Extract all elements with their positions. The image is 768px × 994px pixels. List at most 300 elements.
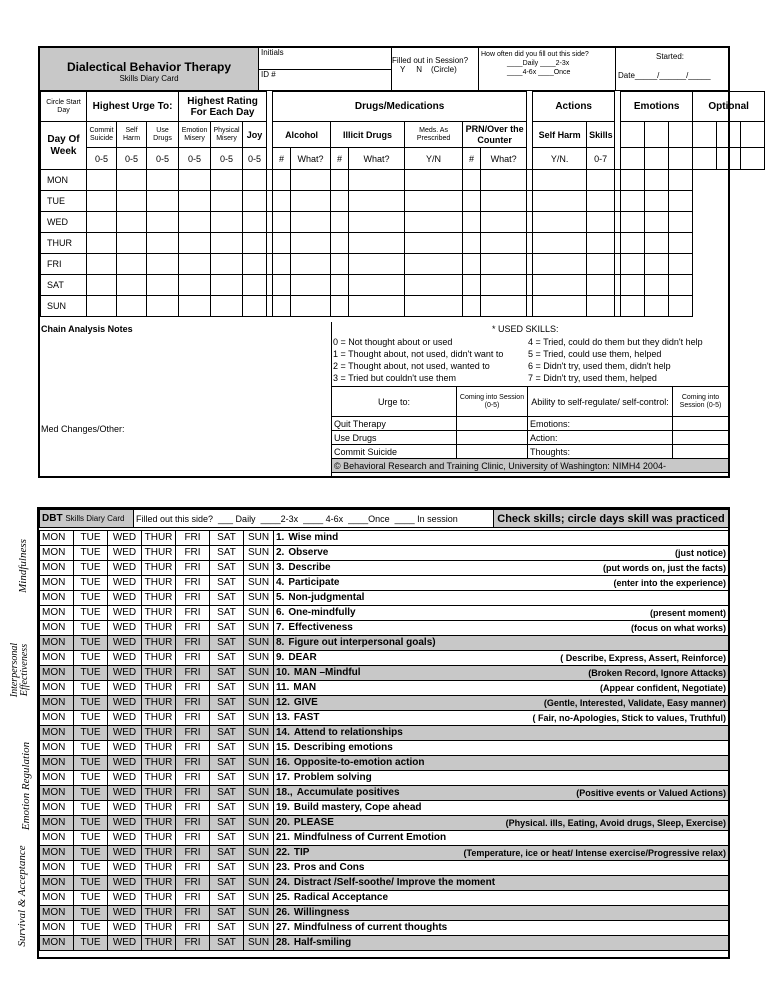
day-circle-option[interactable]: SAT	[210, 651, 244, 666]
entry-cell[interactable]	[669, 191, 693, 212]
skill-name-cell[interactable]	[274, 621, 729, 636]
day-circle-option[interactable]: MON	[40, 531, 74, 546]
entry-cell[interactable]	[481, 170, 527, 191]
day-circle-option[interactable]: SUN	[244, 621, 274, 636]
entry-cell[interactable]	[117, 275, 147, 296]
entry-cell[interactable]	[147, 233, 179, 254]
skill-name-cell[interactable]	[274, 681, 729, 696]
skill-name-cell[interactable]	[274, 591, 729, 606]
day-circle-option[interactable]: TUE	[74, 936, 108, 951]
day-circle-option[interactable]: THUR	[142, 591, 176, 606]
day-circle-option[interactable]: SAT	[210, 876, 244, 891]
entry-cell[interactable]	[349, 212, 405, 233]
entry-cell[interactable]	[533, 275, 587, 296]
entry-cell[interactable]	[211, 275, 243, 296]
day-circle-option[interactable]: FRI	[176, 561, 210, 576]
day-circle-option[interactable]: MON	[40, 576, 74, 591]
skill-name-cell[interactable]	[274, 786, 729, 801]
day-circle-option[interactable]: WED	[108, 741, 142, 756]
skill-name-cell[interactable]	[274, 891, 729, 906]
day-circle-option[interactable]: WED	[108, 861, 142, 876]
day-circle-option[interactable]: SUN	[244, 846, 274, 861]
day-circle-option[interactable]: SUN	[244, 891, 274, 906]
day-circle-option[interactable]: SAT	[210, 531, 244, 546]
entry-cell[interactable]	[621, 254, 645, 275]
skill-name-cell[interactable]	[274, 861, 729, 876]
day-circle-option[interactable]: SUN	[244, 576, 274, 591]
urge-rating-cell[interactable]	[457, 445, 528, 459]
day-circle-option[interactable]: SUN	[244, 906, 274, 921]
day-circle-option[interactable]: FRI	[176, 606, 210, 621]
entry-cell[interactable]	[117, 296, 147, 317]
how-often-option-1[interactable]: ____Daily ____2-3x	[507, 60, 570, 67]
day-circle-option[interactable]: WED	[108, 876, 142, 891]
day-circle-option[interactable]: WED	[108, 606, 142, 621]
day-circle-option[interactable]: SUN	[244, 816, 274, 831]
skill-name-cell[interactable]	[274, 846, 729, 861]
entry-cell[interactable]	[349, 275, 405, 296]
entry-cell[interactable]	[147, 254, 179, 275]
day-circle-option[interactable]: SUN	[244, 771, 274, 786]
day-circle-option[interactable]: FRI	[176, 651, 210, 666]
day-circle-option[interactable]: MON	[40, 651, 74, 666]
day-circle-option[interactable]: WED	[108, 801, 142, 816]
day-circle-option[interactable]: THUR	[142, 621, 176, 636]
med-changes-label[interactable]: Med Changes/Other:	[41, 424, 125, 434]
entry-cell[interactable]	[211, 233, 243, 254]
day-circle-option[interactable]: FRI	[176, 681, 210, 696]
day-circle-option[interactable]: TUE	[74, 606, 108, 621]
entry-cell[interactable]	[463, 212, 481, 233]
day-circle-option[interactable]: SAT	[210, 606, 244, 621]
day-circle-option[interactable]: SAT	[210, 861, 244, 876]
day-circle-option[interactable]: WED	[108, 771, 142, 786]
day-circle-option[interactable]: SUN	[244, 786, 274, 801]
day-circle-option[interactable]: SUN	[244, 801, 274, 816]
day-circle-option[interactable]: THUR	[142, 801, 176, 816]
skill-name-cell[interactable]	[274, 726, 729, 741]
day-circle-option[interactable]: TUE	[74, 561, 108, 576]
day-label[interactable]: SUN	[41, 296, 87, 317]
day-circle-option[interactable]: MON	[40, 681, 74, 696]
skill-name-cell[interactable]	[274, 936, 729, 951]
skill-name-cell[interactable]	[274, 651, 729, 666]
day-circle-option[interactable]: TUE	[74, 651, 108, 666]
day-circle-option[interactable]: TUE	[74, 786, 108, 801]
entry-cell[interactable]	[243, 275, 267, 296]
day-circle-option[interactable]: TUE	[74, 771, 108, 786]
entry-cell[interactable]	[273, 233, 291, 254]
skill-name-cell[interactable]	[274, 771, 729, 786]
entry-cell[interactable]	[291, 254, 331, 275]
day-circle-option[interactable]: WED	[108, 921, 142, 936]
skill-name-cell[interactable]	[274, 711, 729, 726]
day-circle-option[interactable]: THUR	[142, 666, 176, 681]
day-circle-option[interactable]: SUN	[244, 921, 274, 936]
day-circle-option[interactable]: SAT	[210, 546, 244, 561]
day-circle-option[interactable]: FRI	[176, 696, 210, 711]
day-circle-option[interactable]: WED	[108, 546, 142, 561]
day-circle-option[interactable]: MON	[40, 876, 74, 891]
entry-cell[interactable]	[117, 254, 147, 275]
day-circle-option[interactable]: TUE	[74, 861, 108, 876]
day-circle-option[interactable]: THUR	[142, 906, 176, 921]
day-circle-option[interactable]: MON	[40, 546, 74, 561]
entry-cell[interactable]	[179, 275, 211, 296]
day-circle-option[interactable]: FRI	[176, 711, 210, 726]
entry-cell[interactable]	[463, 170, 481, 191]
day-circle-option[interactable]: THUR	[142, 936, 176, 951]
day-circle-option[interactable]: SAT	[210, 936, 244, 951]
entry-cell[interactable]	[349, 254, 405, 275]
entry-cell[interactable]	[179, 296, 211, 317]
entry-cell[interactable]	[349, 296, 405, 317]
day-circle-option[interactable]: THUR	[142, 726, 176, 741]
day-circle-option[interactable]: WED	[108, 891, 142, 906]
entry-cell[interactable]	[243, 233, 267, 254]
day-label[interactable]: THUR	[41, 233, 87, 254]
entry-cell[interactable]	[405, 233, 463, 254]
day-circle-option[interactable]: SAT	[210, 786, 244, 801]
entry-cell[interactable]	[621, 233, 645, 254]
day-circle-option[interactable]: TUE	[74, 621, 108, 636]
day-circle-option[interactable]: THUR	[142, 636, 176, 651]
day-circle-option[interactable]: FRI	[176, 801, 210, 816]
entry-cell[interactable]	[669, 170, 693, 191]
day-circle-option[interactable]: SUN	[244, 831, 274, 846]
day-circle-option[interactable]: FRI	[176, 726, 210, 741]
day-circle-option[interactable]: SUN	[244, 591, 274, 606]
day-circle-option[interactable]: FRI	[176, 876, 210, 891]
day-circle-option[interactable]: TUE	[74, 831, 108, 846]
day-circle-option[interactable]: WED	[108, 651, 142, 666]
entry-cell[interactable]	[179, 170, 211, 191]
day-circle-option[interactable]: THUR	[142, 606, 176, 621]
entry-cell[interactable]	[645, 296, 669, 317]
entry-cell[interactable]	[481, 254, 527, 275]
day-circle-option[interactable]: MON	[40, 771, 74, 786]
entry-cell[interactable]	[533, 296, 587, 317]
entry-cell[interactable]	[669, 296, 693, 317]
day-circle-option[interactable]: THUR	[142, 786, 176, 801]
day-circle-option[interactable]: THUR	[142, 891, 176, 906]
urge-rating-cell[interactable]	[457, 417, 528, 431]
entry-cell[interactable]	[621, 191, 645, 212]
entry-cell[interactable]	[179, 254, 211, 275]
entry-cell[interactable]	[331, 191, 349, 212]
day-circle-option[interactable]: MON	[40, 561, 74, 576]
day-circle-option[interactable]: WED	[108, 636, 142, 651]
day-circle-option[interactable]: THUR	[142, 696, 176, 711]
day-circle-option[interactable]: MON	[40, 606, 74, 621]
day-circle-option[interactable]: WED	[108, 726, 142, 741]
day-circle-option[interactable]: TUE	[74, 711, 108, 726]
day-circle-option[interactable]: SUN	[244, 696, 274, 711]
entry-cell[interactable]	[587, 296, 615, 317]
entry-cell[interactable]	[405, 191, 463, 212]
filled-out-frequency[interactable]: Filled out this side? ___ Daily ____2-3x ____ 4-6x ____Once ____ In session	[134, 510, 494, 528]
entry-cell[interactable]	[533, 191, 587, 212]
entry-cell[interactable]	[405, 212, 463, 233]
entry-cell[interactable]	[349, 191, 405, 212]
day-circle-option[interactable]: SAT	[210, 921, 244, 936]
day-circle-option[interactable]: TUE	[74, 906, 108, 921]
day-circle-option[interactable]: TUE	[74, 696, 108, 711]
entry-cell[interactable]	[211, 170, 243, 191]
day-circle-option[interactable]: WED	[108, 816, 142, 831]
entry-cell[interactable]	[273, 212, 291, 233]
entry-cell[interactable]	[587, 212, 615, 233]
skill-name-cell[interactable]	[274, 756, 729, 771]
day-circle-option[interactable]: MON	[40, 891, 74, 906]
day-circle-option[interactable]: FRI	[176, 786, 210, 801]
day-circle-option[interactable]: MON	[40, 741, 74, 756]
entry-cell[interactable]	[331, 170, 349, 191]
skill-name-cell[interactable]	[274, 531, 729, 546]
entry-cell[interactable]	[463, 233, 481, 254]
entry-cell[interactable]	[147, 275, 179, 296]
ability-rating-cell[interactable]	[673, 445, 729, 459]
day-circle-option[interactable]: FRI	[176, 576, 210, 591]
day-circle-option[interactable]: SAT	[210, 816, 244, 831]
day-circle-option[interactable]: SUN	[244, 741, 274, 756]
entry-cell[interactable]	[179, 233, 211, 254]
entry-cell[interactable]	[463, 254, 481, 275]
entry-cell[interactable]	[405, 254, 463, 275]
entry-cell[interactable]	[117, 212, 147, 233]
day-circle-option[interactable]: WED	[108, 906, 142, 921]
entry-cell[interactable]	[621, 170, 645, 191]
entry-cell[interactable]	[587, 275, 615, 296]
day-circle-option[interactable]: FRI	[176, 756, 210, 771]
day-circle-option[interactable]: SAT	[210, 666, 244, 681]
day-circle-option[interactable]: FRI	[176, 936, 210, 951]
day-circle-option[interactable]: THUR	[142, 561, 176, 576]
skill-name-cell[interactable]	[274, 801, 729, 816]
day-circle-option[interactable]: FRI	[176, 771, 210, 786]
day-circle-option[interactable]: TUE	[74, 846, 108, 861]
ability-rating-cell[interactable]	[673, 431, 729, 445]
day-circle-option[interactable]: WED	[108, 846, 142, 861]
day-circle-option[interactable]: SAT	[210, 801, 244, 816]
date-field[interactable]: Date_____/______/_____	[618, 71, 711, 80]
day-circle-option[interactable]: SUN	[244, 651, 274, 666]
entry-cell[interactable]	[147, 191, 179, 212]
entry-cell[interactable]	[243, 296, 267, 317]
day-circle-option[interactable]: WED	[108, 681, 142, 696]
entry-cell[interactable]	[405, 170, 463, 191]
day-circle-option[interactable]: SUN	[244, 861, 274, 876]
day-circle-option[interactable]: FRI	[176, 906, 210, 921]
day-circle-option[interactable]: THUR	[142, 756, 176, 771]
entry-cell[interactable]	[621, 296, 645, 317]
day-circle-option[interactable]: THUR	[142, 681, 176, 696]
day-circle-option[interactable]: SUN	[244, 726, 274, 741]
entry-cell[interactable]	[273, 275, 291, 296]
entry-cell[interactable]	[291, 296, 331, 317]
entry-cell[interactable]	[243, 212, 267, 233]
entry-cell[interactable]	[533, 212, 587, 233]
entry-cell[interactable]	[587, 170, 615, 191]
entry-cell[interactable]	[533, 233, 587, 254]
entry-cell[interactable]	[291, 191, 331, 212]
day-circle-option[interactable]: WED	[108, 561, 142, 576]
entry-cell[interactable]	[645, 254, 669, 275]
day-circle-option[interactable]: SUN	[244, 681, 274, 696]
day-circle-option[interactable]: SUN	[244, 636, 274, 651]
day-circle-option[interactable]: MON	[40, 861, 74, 876]
day-circle-option[interactable]: WED	[108, 936, 142, 951]
day-circle-option[interactable]: MON	[40, 591, 74, 606]
entry-cell[interactable]	[481, 191, 527, 212]
day-circle-option[interactable]: TUE	[74, 636, 108, 651]
entry-cell[interactable]	[621, 212, 645, 233]
day-circle-option[interactable]: SAT	[210, 831, 244, 846]
day-circle-option[interactable]: MON	[40, 621, 74, 636]
skill-name-cell[interactable]	[274, 576, 729, 591]
skill-name-cell[interactable]	[274, 831, 729, 846]
day-circle-option[interactable]: SAT	[210, 681, 244, 696]
day-circle-option[interactable]: SAT	[210, 711, 244, 726]
day-label[interactable]: MON	[41, 170, 87, 191]
skill-name-cell[interactable]	[274, 546, 729, 561]
id-field[interactable]: ID #	[259, 70, 392, 91]
entry-cell[interactable]	[243, 191, 267, 212]
day-circle-option[interactable]: SAT	[210, 696, 244, 711]
day-circle-option[interactable]: THUR	[142, 816, 176, 831]
day-circle-option[interactable]: SUN	[244, 531, 274, 546]
entry-cell[interactable]	[243, 254, 267, 275]
day-circle-option[interactable]: FRI	[176, 666, 210, 681]
day-circle-option[interactable]: SAT	[210, 891, 244, 906]
entry-cell[interactable]	[87, 191, 117, 212]
day-circle-option[interactable]: SAT	[210, 636, 244, 651]
entry-cell[interactable]	[481, 296, 527, 317]
day-circle-option[interactable]: THUR	[142, 861, 176, 876]
entry-cell[interactable]	[211, 212, 243, 233]
entry-cell[interactable]	[117, 233, 147, 254]
day-circle-option[interactable]: SUN	[244, 936, 274, 951]
entry-cell[interactable]	[87, 254, 117, 275]
day-circle-option[interactable]: WED	[108, 666, 142, 681]
entry-cell[interactable]	[273, 191, 291, 212]
skill-name-cell[interactable]	[274, 816, 729, 831]
entry-cell[interactable]	[463, 275, 481, 296]
entry-cell[interactable]	[405, 275, 463, 296]
day-circle-option[interactable]: FRI	[176, 891, 210, 906]
day-circle-option[interactable]: THUR	[142, 846, 176, 861]
entry-cell[interactable]	[481, 233, 527, 254]
entry-cell[interactable]	[291, 170, 331, 191]
entry-cell[interactable]	[669, 254, 693, 275]
day-circle-option[interactable]: FRI	[176, 846, 210, 861]
entry-cell[interactable]	[211, 191, 243, 212]
entry-cell[interactable]	[405, 296, 463, 317]
day-circle-option[interactable]: TUE	[74, 891, 108, 906]
skill-name-cell[interactable]	[274, 906, 729, 921]
day-circle-option[interactable]: SAT	[210, 771, 244, 786]
entry-cell[interactable]	[147, 170, 179, 191]
entry-cell[interactable]	[669, 275, 693, 296]
skill-name-cell[interactable]	[274, 876, 729, 891]
skill-name-cell[interactable]	[274, 636, 729, 651]
day-circle-option[interactable]: THUR	[142, 546, 176, 561]
entry-cell[interactable]	[179, 212, 211, 233]
day-circle-option[interactable]: TUE	[74, 921, 108, 936]
entry-cell[interactable]	[87, 296, 117, 317]
day-circle-option[interactable]: FRI	[176, 816, 210, 831]
day-circle-option[interactable]: TUE	[74, 681, 108, 696]
day-circle-option[interactable]: WED	[108, 591, 142, 606]
day-circle-option[interactable]: TUE	[74, 666, 108, 681]
day-circle-option[interactable]: THUR	[142, 711, 176, 726]
day-circle-option[interactable]: SAT	[210, 576, 244, 591]
day-circle-option[interactable]: TUE	[74, 546, 108, 561]
day-circle-option[interactable]: THUR	[142, 771, 176, 786]
day-circle-option[interactable]: TUE	[74, 591, 108, 606]
initials-field[interactable]: Initials	[259, 48, 392, 70]
day-circle-option[interactable]: MON	[40, 636, 74, 651]
entry-cell[interactable]	[463, 191, 481, 212]
entry-cell[interactable]	[273, 296, 291, 317]
ability-rating-cell[interactable]	[673, 417, 729, 431]
entry-cell[interactable]	[533, 254, 587, 275]
entry-cell[interactable]	[331, 212, 349, 233]
day-label[interactable]: WED	[41, 212, 87, 233]
skill-name-cell[interactable]	[274, 921, 729, 936]
day-circle-option[interactable]: MON	[40, 666, 74, 681]
day-label[interactable]: TUE	[41, 191, 87, 212]
entry-cell[interactable]	[273, 170, 291, 191]
day-circle-option[interactable]: MON	[40, 906, 74, 921]
entry-cell[interactable]	[331, 275, 349, 296]
entry-cell[interactable]	[117, 191, 147, 212]
entry-cell[interactable]	[463, 296, 481, 317]
entry-cell[interactable]	[331, 233, 349, 254]
entry-cell[interactable]	[669, 233, 693, 254]
entry-cell[interactable]	[291, 233, 331, 254]
day-circle-option[interactable]: SAT	[210, 726, 244, 741]
entry-cell[interactable]	[147, 296, 179, 317]
day-circle-option[interactable]: SAT	[210, 741, 244, 756]
day-circle-option[interactable]: TUE	[74, 801, 108, 816]
day-circle-option[interactable]: WED	[108, 786, 142, 801]
day-circle-option[interactable]: SAT	[210, 561, 244, 576]
entry-cell[interactable]	[291, 275, 331, 296]
entry-cell[interactable]	[587, 233, 615, 254]
entry-cell[interactable]	[669, 212, 693, 233]
day-circle-option[interactable]: FRI	[176, 546, 210, 561]
day-circle-option[interactable]: FRI	[176, 921, 210, 936]
day-circle-option[interactable]: THUR	[142, 576, 176, 591]
entry-cell[interactable]	[645, 170, 669, 191]
entry-cell[interactable]	[621, 275, 645, 296]
skill-name-cell[interactable]	[274, 666, 729, 681]
day-circle-option[interactable]: SUN	[244, 756, 274, 771]
entry-cell[interactable]	[533, 170, 587, 191]
day-circle-option[interactable]: SUN	[244, 561, 274, 576]
entry-cell[interactable]	[349, 233, 405, 254]
day-circle-option[interactable]: WED	[108, 696, 142, 711]
day-circle-option[interactable]: MON	[40, 921, 74, 936]
day-circle-option[interactable]: FRI	[176, 741, 210, 756]
entry-cell[interactable]	[481, 212, 527, 233]
entry-cell[interactable]	[87, 212, 117, 233]
day-circle-option[interactable]: WED	[108, 756, 142, 771]
day-circle-option[interactable]: MON	[40, 846, 74, 861]
day-circle-option[interactable]: FRI	[176, 531, 210, 546]
day-circle-option[interactable]: WED	[108, 711, 142, 726]
